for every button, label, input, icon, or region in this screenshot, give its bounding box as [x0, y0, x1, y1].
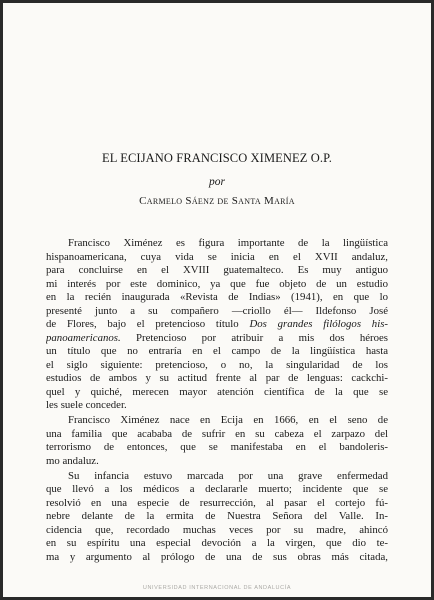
article-title: EL ECIJANO FRANCISCO XIMENEZ O.P.: [102, 151, 332, 165]
text-line: mi interés por este dominico, ya que fue objeto de un estudio: [46, 277, 388, 290]
article-body: [46, 237, 388, 566]
text-line: cidencia que, recordado muchas veces por su madre, ahincó: [46, 523, 388, 536]
text-line: que llevó a los médicos a declararle muerto; incidente que se: [46, 483, 388, 495]
text-line: les suele conceder.: [46, 399, 127, 411]
text-line: Su infancia estuvo marcada por una grave enfermedad: [68, 469, 388, 482]
text-line: en su espíritu una especial devoción a la virgen, que dio te-: [46, 537, 388, 549]
text-line: nebre delante de la ermita de Nuestra Señora del Valle. In-: [46, 510, 388, 522]
text-line: para concluirse en el XVIII guatemalteco. Es muy antiguo: [46, 264, 388, 276]
text-segment: Pretencioso por atribuir a mis dos héroes: [120, 331, 388, 344]
watermark-footer: UNIVERSIDAD INTERNACIONAL DE ANDALUCÍA: [142, 585, 292, 591]
paragraph-3: [46, 470, 388, 565]
text-line: Francisco Ximénez es figura importante de la lingüística: [68, 237, 388, 249]
text-line: terrorismo de entonces, que se manifestaba en el bandoleris-: [46, 441, 388, 453]
text-line: mo andaluz.: [46, 454, 99, 467]
text-line: Francisco Ximénez nace en Ecija en 1666, en el seno de: [68, 414, 388, 426]
text-line: ma y argumento al prólogo de una de sus obras más citada,: [46, 550, 388, 563]
text-segment: de Flores, bajo el pretencioso título: [46, 318, 250, 330]
italic-title-part-1: Dos grandes filólogos his-: [249, 318, 388, 330]
text-line: una familia que acababa de sufrir en su cabeza el zarpazo del: [46, 427, 388, 440]
paragraph-2: [46, 414, 388, 468]
byline-por: por: [209, 176, 225, 188]
text-line: hispanoamericana, cuya vida se inicia en el XVII andaluz,: [46, 250, 388, 263]
paragraph-1: [46, 237, 388, 413]
document-page: [3, 3, 431, 597]
text-line-with-italic: [46, 332, 388, 346]
text-line: un título que no entraría en el campo de la lingüística hasta: [46, 345, 388, 357]
text-line: resolvió en una especie de resurrección, al pasar el cortejo fú-: [46, 496, 388, 509]
author-name: Carmelo Sáenz de Santa María: [139, 195, 295, 207]
text-line: presenté junto a su compañero —criollo él— Ildefonso José: [46, 304, 388, 317]
text-line: el siglo siguiente: pretencioso, o no, la singularidad de los: [46, 358, 388, 371]
text-line: en la recién inaugurada «Revista de Indias» (1941), en que lo: [46, 291, 388, 303]
text-line: estudios de ambos y su actitud frente al par de lenguas: cackchi-: [46, 372, 388, 384]
italic-title-part-2: panoamericanos.: [46, 331, 121, 344]
text-line: quel y quiché, merecen mayor atención científica de la que se: [46, 385, 388, 398]
text-line-with-italic: [46, 318, 388, 332]
